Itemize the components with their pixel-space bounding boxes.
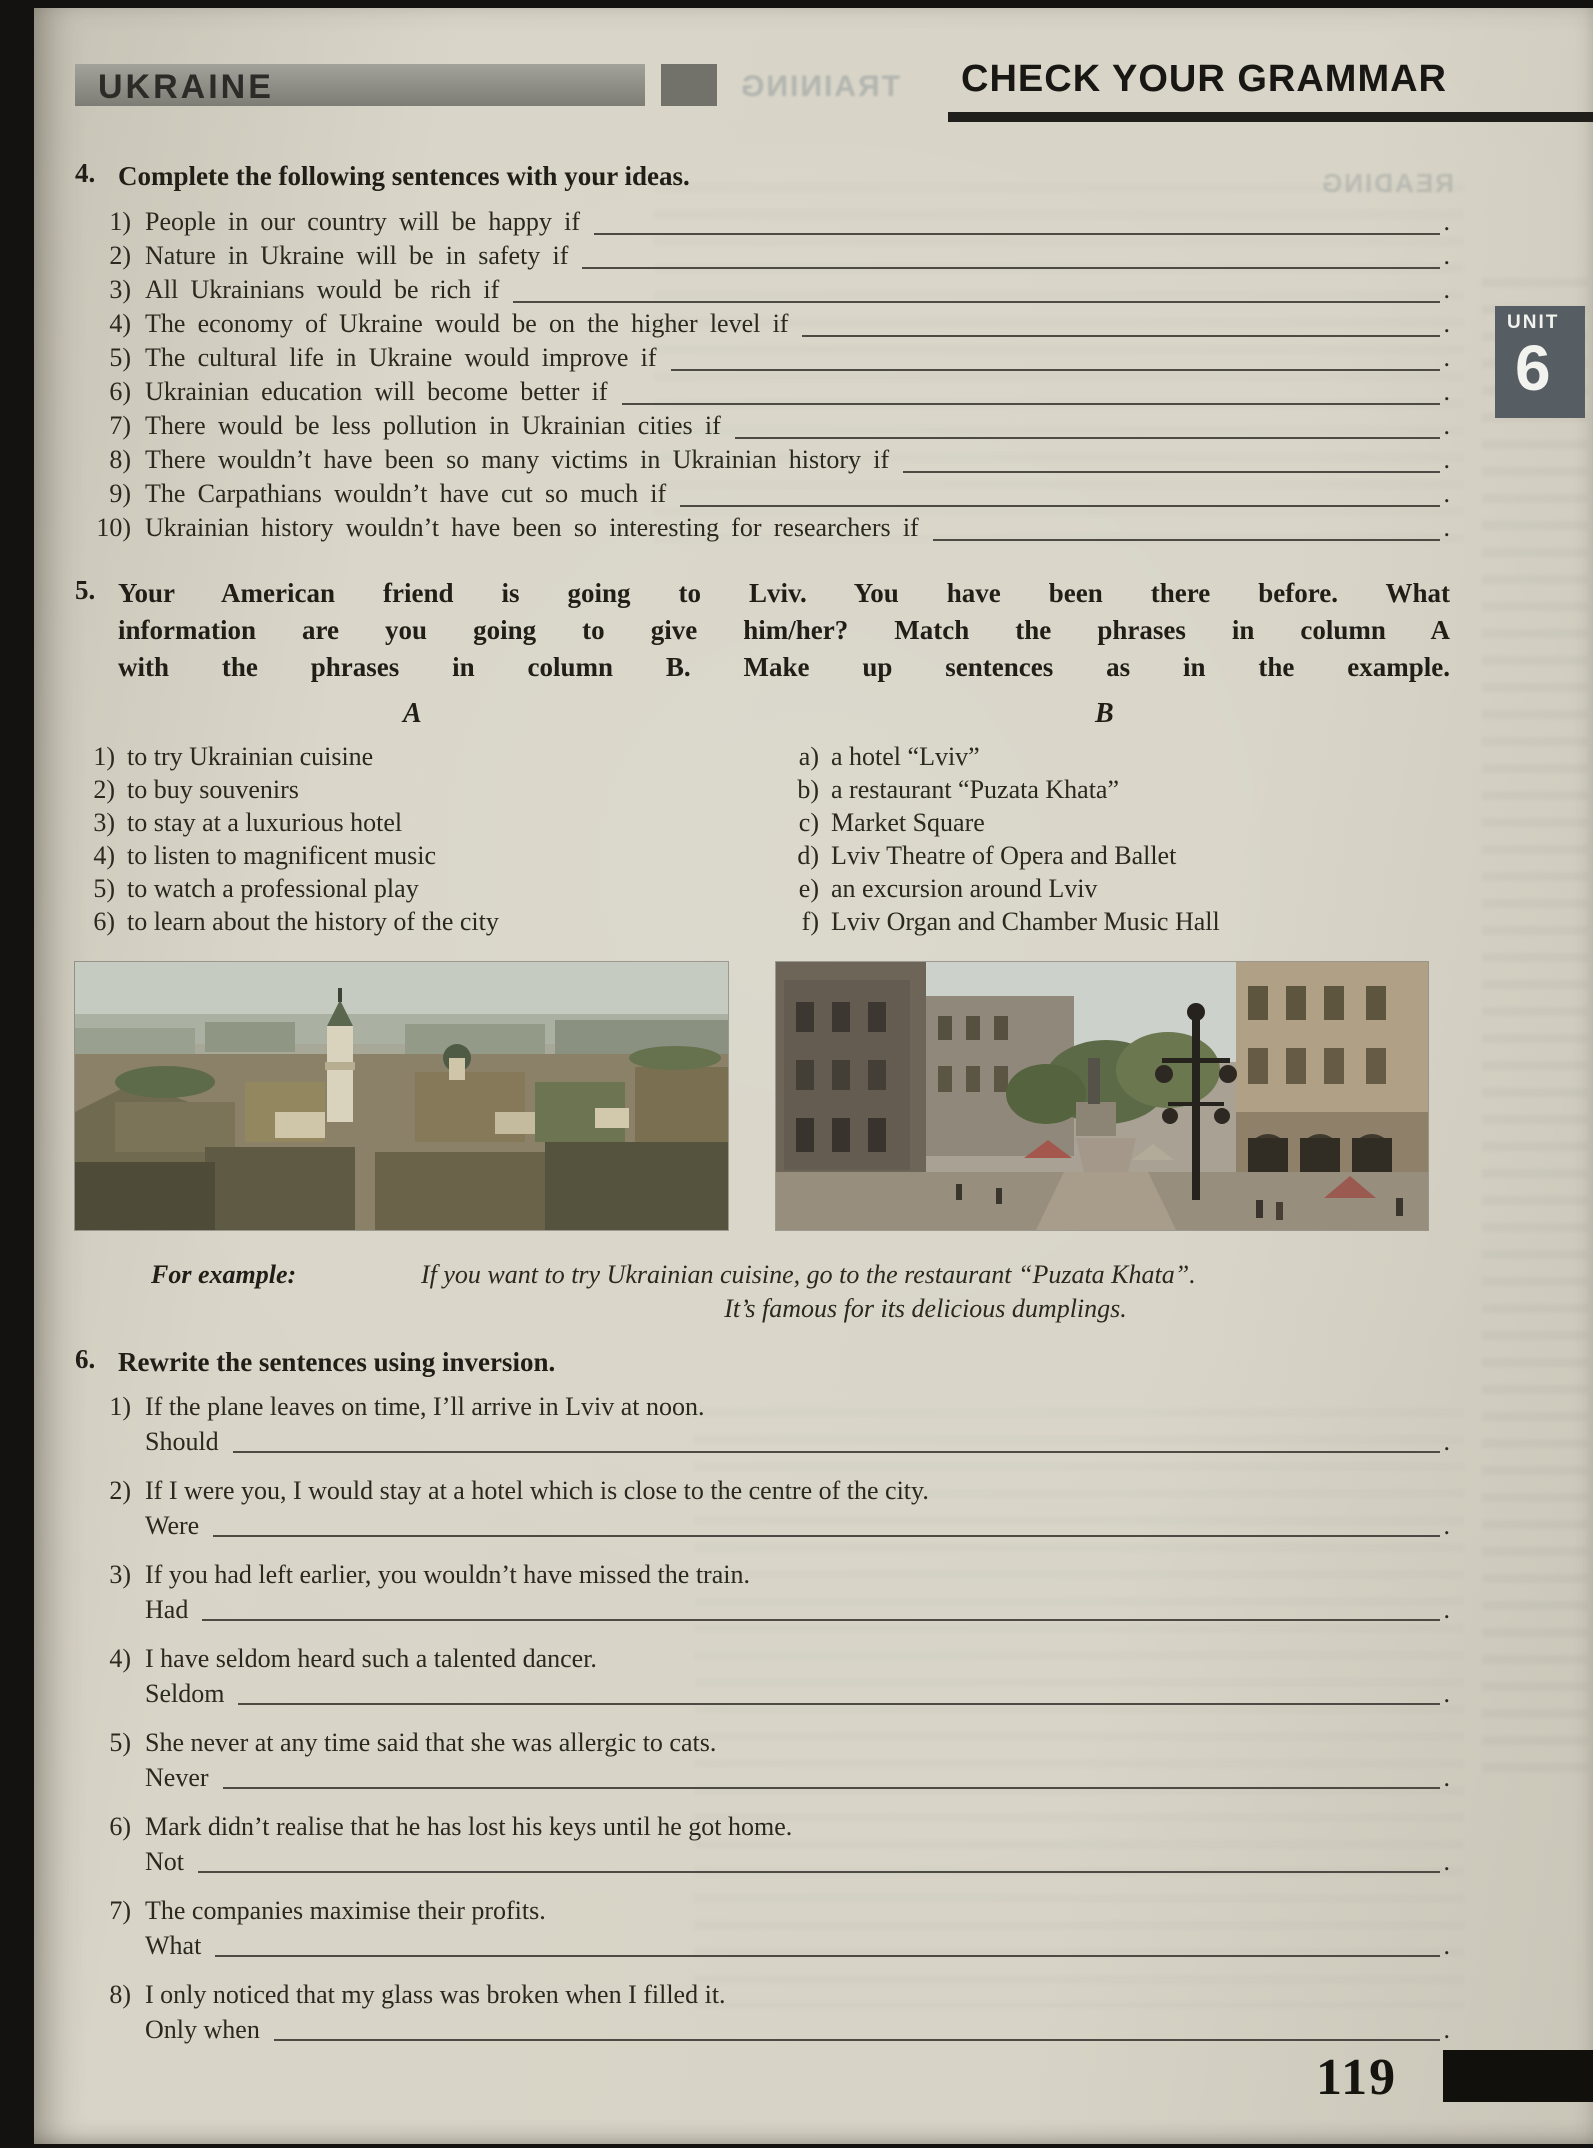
period: . — [1443, 241, 1450, 270]
period: . — [1443, 1427, 1450, 1456]
item-text: an excursion around Lviv — [831, 874, 1098, 903]
period: . — [1443, 1847, 1450, 1876]
fill-in-sentence — [75, 275, 1450, 309]
blank-line — [213, 1535, 1439, 1537]
item-number: 6) — [109, 377, 131, 406]
period: . — [1443, 411, 1450, 440]
match-item — [779, 839, 1450, 872]
period: . — [1443, 445, 1450, 474]
match-item — [75, 806, 735, 839]
item-number: 6) — [109, 1812, 131, 1841]
item-text: She never at any time said that she was allergic to cats. — [145, 1728, 717, 1757]
page-number: 119 — [1316, 2049, 1398, 2106]
blank-line — [274, 2039, 1440, 2041]
item-number: 4) — [109, 1644, 131, 1673]
item-text: There wouldn’t have been so many victims in Ukrainian history if — [145, 445, 890, 474]
match-item — [779, 773, 1450, 806]
header-right-bar — [948, 112, 1593, 122]
item-text: People in our country will be happy if — [145, 207, 581, 236]
blank-line — [903, 471, 1439, 473]
period: . — [1443, 513, 1450, 542]
item-number: 5) — [109, 1728, 131, 1757]
item-text: If you had left earlier, you wouldn’t have missed the train. — [145, 1560, 750, 1589]
item-text: a restaurant “Puzata Khata” — [831, 775, 1120, 804]
page-content — [75, 158, 1450, 2061]
match-item — [75, 872, 735, 905]
matching-columns — [75, 698, 1450, 944]
period: . — [1443, 1679, 1450, 1708]
period: . — [1443, 343, 1450, 372]
blank-line — [933, 539, 1440, 541]
inversion-item — [75, 1389, 1450, 1459]
example-block — [75, 1258, 1450, 1326]
item-text: to listen to magnificent music — [127, 841, 437, 870]
blank-line — [735, 437, 1440, 439]
item-number: 2) — [109, 1476, 131, 1505]
blank-line — [802, 335, 1439, 337]
item-number: 2) — [109, 241, 131, 270]
example-line: It’s famous for its delicious dumplings. — [724, 1294, 1127, 1323]
item-text: The Carpathians wouldn’t have cut so much if — [145, 479, 667, 508]
page-corner-bar — [1443, 2050, 1593, 2102]
match-item — [779, 905, 1450, 938]
exercise-number: 4. — [75, 158, 96, 188]
item-letter: d) — [797, 841, 819, 870]
item-text: to try Ukrainian cuisine — [127, 742, 374, 771]
exercise5-title — [75, 575, 1450, 686]
exercise-title-text: Rewrite the sentences using inversion. — [118, 1347, 556, 1377]
item-number: 3) — [109, 275, 131, 304]
exercise-title-text — [118, 575, 1450, 686]
header-divider-square — [661, 64, 717, 106]
match-item — [779, 806, 1450, 839]
item-number: 4) — [109, 309, 131, 338]
exercise6-list — [75, 1389, 1450, 2047]
period: . — [1443, 275, 1450, 304]
fill-in-sentence — [75, 343, 1450, 377]
period: . — [1443, 1511, 1450, 1540]
exercise4-list — [75, 207, 1450, 547]
item-text: to learn about the history of the city — [127, 907, 499, 936]
inversion-item — [75, 1473, 1450, 1543]
item-text: to stay at a luxurious hotel — [127, 808, 403, 837]
item-number: 8) — [109, 1980, 131, 2009]
item-letter: e) — [798, 874, 819, 903]
period: . — [1443, 479, 1450, 508]
bleed-through-word: READING — [1320, 168, 1454, 198]
blank-line — [215, 1955, 1439, 1957]
item-number: 3) — [93, 808, 115, 837]
bleed-through-word: TRAINING — [739, 70, 900, 103]
fill-in-sentence — [75, 377, 1450, 411]
blank-line — [671, 369, 1440, 371]
starter-word: Were — [145, 1511, 200, 1540]
book-page — [34, 8, 1593, 2144]
item-text: Lviv Theatre of Opera and Ballet — [831, 841, 1177, 870]
exercise4-title — [75, 158, 1450, 195]
photo-row — [75, 962, 1450, 1230]
unit-badge-number: 6 — [1515, 332, 1551, 404]
fill-in-sentence — [75, 309, 1450, 343]
inversion-item — [75, 1893, 1450, 1963]
exercise-number: 5. — [75, 575, 96, 605]
starter-word: Seldom — [145, 1679, 225, 1708]
item-text: Nature in Ukraine will be in safety if — [145, 241, 569, 270]
blank-line — [238, 1703, 1439, 1705]
match-item — [779, 872, 1450, 905]
column-a — [75, 740, 735, 938]
item-number: 5) — [93, 874, 115, 903]
blank-line — [582, 267, 1439, 269]
starter-word: What — [145, 1931, 202, 1960]
match-item — [75, 905, 735, 938]
item-text: If the plane leaves on time, I’ll arrive in Lviv at noon. — [145, 1392, 705, 1421]
item-text: All Ukrainians would be rich if — [145, 275, 500, 304]
inversion-item — [75, 1977, 1450, 2047]
item-number: 9) — [109, 479, 131, 508]
item-number: 7) — [109, 1896, 131, 1925]
exercise6-title — [75, 1344, 1450, 1381]
fill-in-sentence — [75, 479, 1450, 513]
lviv-market-square-photo — [776, 962, 1428, 1230]
starter-word: Should — [145, 1427, 219, 1456]
blank-line — [680, 505, 1439, 507]
item-text: The economy of Ukraine would be on the higher level if — [145, 309, 789, 338]
period: . — [1443, 377, 1450, 406]
title-line: with the phrases in column B. Make up sentences as in the example. — [118, 652, 1450, 682]
fill-in-sentence — [75, 241, 1450, 275]
item-text: The companies maximise their profits. — [145, 1896, 546, 1925]
item-text: The cultural life in Ukraine would improve if — [145, 343, 657, 372]
item-number: 1) — [109, 1392, 131, 1421]
item-letter: b) — [797, 775, 819, 804]
period: . — [1443, 207, 1450, 236]
header-right-title: CHECK YOUR GRAMMAR — [961, 58, 1447, 100]
match-item — [75, 839, 735, 872]
item-number: 5) — [109, 343, 131, 372]
item-text: I only noticed that my glass was broken when I filled it. — [145, 1980, 726, 2009]
item-number: 1) — [109, 207, 131, 236]
item-text: Mark didn’t realise that he has lost his keys until he got home. — [145, 1812, 793, 1841]
unit-badge — [1495, 306, 1585, 418]
title-line: Your American friend is going to Lviv. You have been there before. What — [118, 578, 1450, 608]
period: . — [1443, 1595, 1450, 1624]
match-item — [779, 740, 1450, 773]
item-text: to watch a professional play — [127, 874, 419, 903]
item-text: Ukrainian education will become better if — [145, 377, 608, 406]
period: . — [1443, 1931, 1450, 1960]
item-text: Lviv Organ and Chamber Music Hall — [831, 907, 1220, 936]
exercise-number: 6. — [75, 1344, 96, 1374]
item-letter: c) — [798, 808, 819, 837]
column-a-header: A — [403, 698, 422, 729]
blank-line — [513, 301, 1439, 303]
starter-word: Not — [145, 1847, 184, 1876]
item-letter: f) — [801, 907, 819, 936]
item-text: a hotel “Lviv” — [831, 742, 980, 771]
title-line: information are you going to give him/her? Match the phrases in column A — [118, 615, 1450, 645]
inversion-item — [75, 1641, 1450, 1711]
blank-line — [233, 1451, 1440, 1453]
match-item — [75, 740, 735, 773]
fill-in-sentence — [75, 207, 1450, 241]
period: . — [1443, 2015, 1450, 2044]
item-text: If I were you, I would stay at a hotel which is close to the centre of the city. — [145, 1476, 929, 1505]
fill-in-sentence — [75, 445, 1450, 479]
blank-line — [223, 1787, 1440, 1789]
starter-word: Only when — [145, 2015, 260, 2044]
example-line: If you want to try Ukrainian cuisine, go to the restaurant “Puzata Khata”. — [421, 1260, 1196, 1289]
starter-word: Never — [145, 1763, 209, 1792]
blank-line — [202, 1619, 1439, 1621]
inversion-item — [75, 1809, 1450, 1879]
item-number: 10) — [96, 513, 131, 542]
item-number: 7) — [109, 411, 131, 440]
item-number: 4) — [93, 841, 115, 870]
starter-word: Had — [145, 1595, 189, 1624]
example-label: For example: — [151, 1260, 297, 1289]
period: . — [1443, 309, 1450, 338]
exercise-title-text: Complete the following sentences with your ideas. — [118, 161, 690, 191]
lviv-aerial-photo — [75, 962, 728, 1230]
inversion-item — [75, 1725, 1450, 1795]
blank-line — [198, 1871, 1440, 1873]
inversion-item — [75, 1557, 1450, 1627]
period: . — [1443, 1763, 1450, 1792]
column-b-header: B — [1095, 698, 1114, 729]
fill-in-sentence — [75, 513, 1450, 547]
item-text: Ukrainian history wouldn’t have been so interesting for researchers if — [145, 513, 919, 542]
item-number: 6) — [93, 907, 115, 936]
item-text: I have seldom heard such a talented dancer. — [145, 1644, 597, 1673]
item-number: 8) — [109, 445, 131, 474]
column-b — [779, 740, 1450, 938]
item-text: Market Square — [831, 808, 985, 837]
match-item — [75, 773, 735, 806]
fill-in-sentence — [75, 411, 1450, 445]
example-text — [401, 1258, 1450, 1326]
item-number: 2) — [93, 775, 115, 804]
bleed-through-texture — [1482, 278, 1588, 1778]
unit-badge-label: UNIT — [1507, 312, 1560, 333]
item-number: 1) — [93, 742, 115, 771]
header-left-title: UKRAINE — [98, 68, 274, 106]
item-letter: a) — [798, 742, 819, 771]
item-text: to buy souvenirs — [127, 775, 299, 804]
item-number: 3) — [109, 1560, 131, 1589]
blank-line — [622, 403, 1440, 405]
item-text: There would be less pollution in Ukrainian cities if — [145, 411, 721, 440]
page-header — [34, 8, 1593, 148]
blank-line — [594, 233, 1439, 235]
